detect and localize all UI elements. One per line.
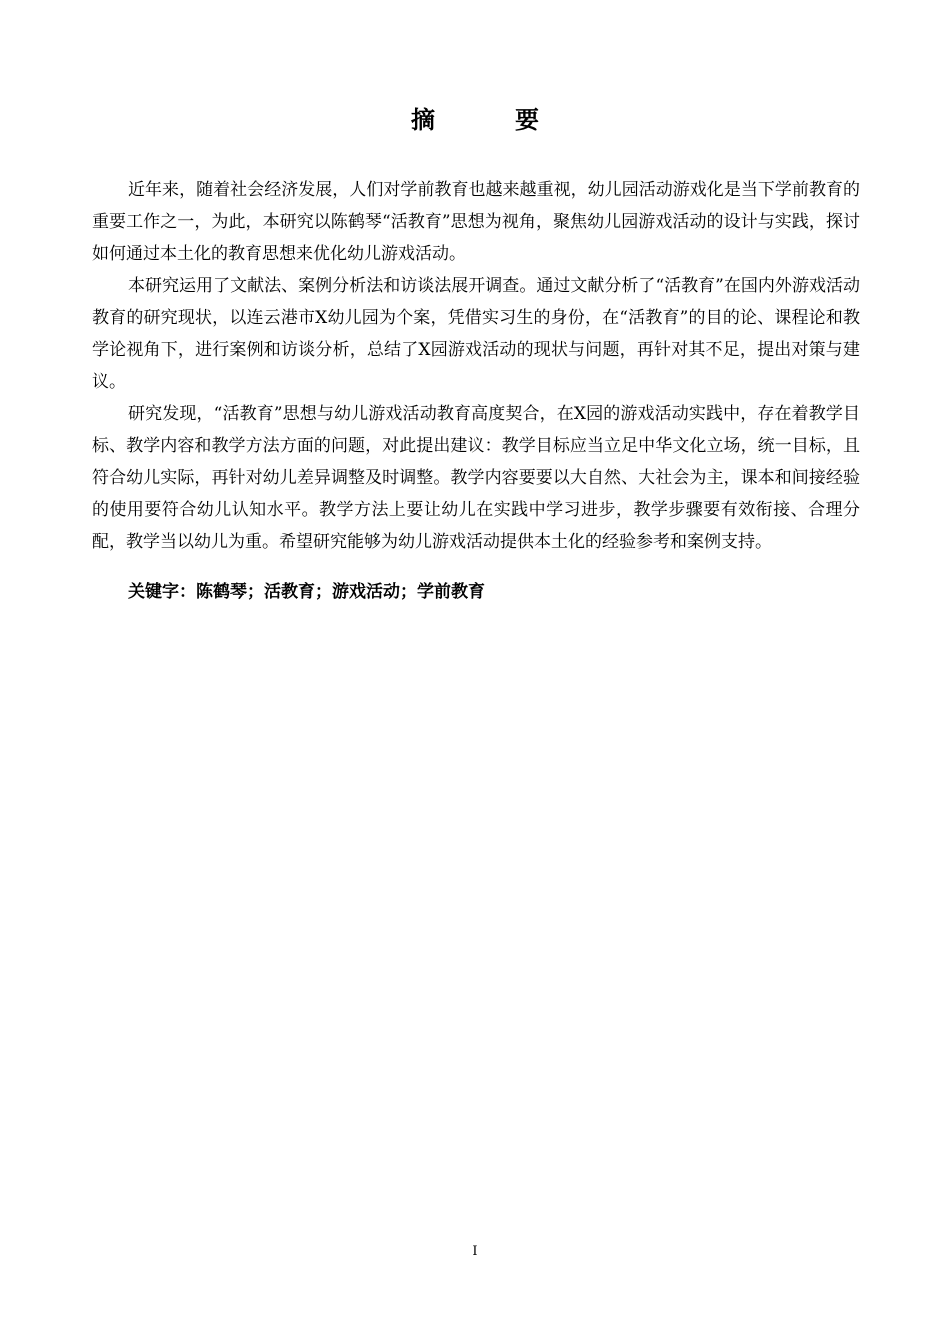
page-number: I [472, 1244, 478, 1259]
abstract-paragraph-1: 近年来，随着社会经济发展，人们对学前教育也越来越重视，幼儿园活动游戏化是当下学前教育的重要工作之一，为此，本研究以陈鹤琴“活教育”思想为视角，聚焦幼儿园游戏活动的设计与实践，探讨如何通过本土化的教育思想来优化幼儿游戏活动。 [92, 180, 860, 264]
abstract-paragraph-2: 本研究运用了文献法、案例分析法和访谈法展开调查。通过文献分析了“活教育”在国内外游戏活动教育的研究现状，以连云港市X幼儿园为个案，凭借实习生的身份，在“活教育”的目的论、课程论和教学论视角下，进行案例和访谈分析，总结了X园游戏活动的现状与问题，再针对其不足，提出对策与建议。 [92, 276, 860, 392]
abstract-title: 摘 要 [411, 106, 567, 134]
keywords-line: 关键字：陈鹤琴；活教育；游戏活动；学前教育 [128, 582, 485, 602]
abstract-paragraph-3: 研究发现，“活教育”思想与幼儿游戏活动教育高度契合，在X园的游戏活动实践中，存在着教学目标、教学内容和教学方法方面的问题，对此提出建议：教学目标应当立足中华文化立场，统一目标，且符合幼儿实际，再针对幼儿差异调整及时调整。教学内容要要以大自然、大社会为主，课本和间接经验的使用要符合幼儿认知水平。教学方法上要让幼儿在实践中学习进步，教学步骤要有效衔接、合理分配，教学当以幼儿为重。希望研究能够为幼儿游戏活动提供本土化的经验参考和案例支持。 [92, 404, 860, 552]
abstract-body [92, 174, 860, 608]
